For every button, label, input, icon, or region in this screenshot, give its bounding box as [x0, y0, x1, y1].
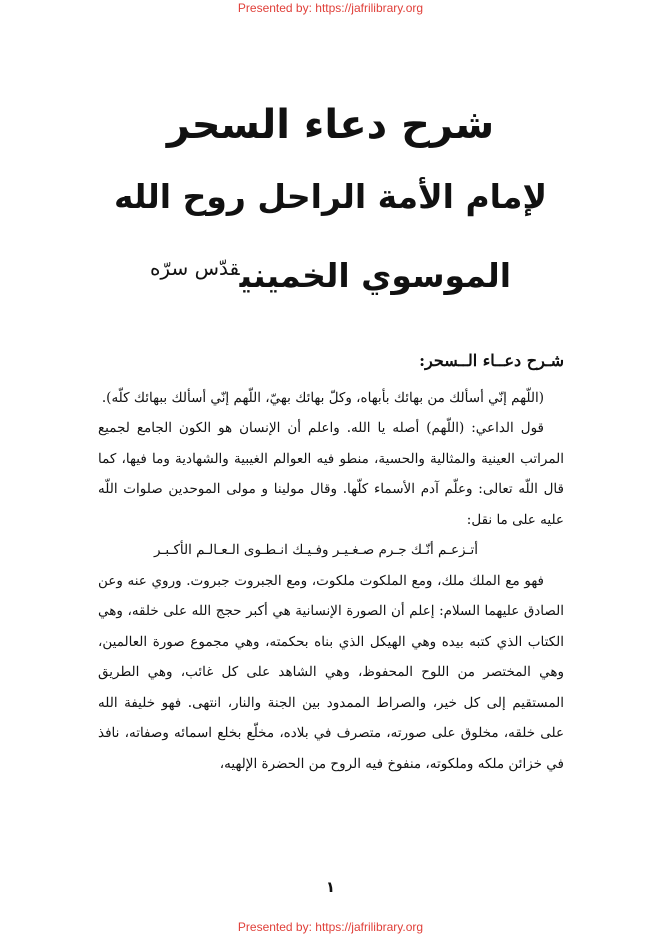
- page-number: ١: [325, 878, 336, 896]
- paragraph-1: قول الداعي: (اللّهم) أصله يا الله. واعلم أن الإنسان هو الكون الجامع لجميع المراتب العينية والمثالية والحسية، منطو فيه العوالم الغيبية والشهادية وما فيها، كما قال اللّه تعالى: وعلّم آدم الأسماء كلّها. وقال مولينا و مولى الموحدين صلوات اللّه عليه على ما نقل:: [98, 420, 564, 528]
- author-name: الموسوي الخميني: [239, 256, 512, 295]
- author-line-1: لإمام الأمة الراحل روح الله: [113, 177, 548, 216]
- body-text: [98, 346, 564, 779]
- watermark-bottom[interactable]: Presented by: https://jafrilibrary.org: [237, 920, 424, 934]
- paragraph-2: فهو مع الملك ملك، ومع الملكوت ملكوت، ومع الجبروت جبروت. وروي عنه وعن الصادق عليهما السلام: إعلم أن الصورة الإنسانية هي أكبر حجج الله على خلقه، وهي الكتاب الذي كتبه بيده وهي الهيكل الذي بناه بحكمته، وهي مجموع صورة العالمين، وهي المختصر من اللوح المحفوظ، وهي الشاهد على كل غائب، وهي الطريق المستقيم إلى كل خير، والصراط الممدود بين الجنة والنار، انتهى. فهو خليفة الله على خلقه، مخلوق على صورته، متصرف في بلاده، مخلّع بخلع اسمائه وصفاته، نافذ في خزائن ملكه وملكوته، منفوخ فيه الروح من الحضرة الإلهيه،: [98, 572, 564, 772]
- section-heading: شـرح دعــاء الــسحر:: [419, 351, 564, 370]
- honorific-mark: قدّس سرّه: [149, 256, 240, 280]
- invocation-text: (اللّهم إنّي أسألك من بهائك بأبهاه، وكلّ بهائك بهيّ، اللّهم إنّي أسألك ببهائك كلّه).: [101, 389, 544, 406]
- book-title: شرح دعاء السحر: [166, 102, 495, 148]
- poetry-verse: أتـزعـم أنّـك جـرم صـغـيـر وفـيـك انـطـوى الـعـالـم الأكـبـر: [154, 542, 478, 558]
- watermark-top[interactable]: Presented by: https://jafrilibrary.org: [237, 1, 424, 15]
- author-line-2: [0, 246, 661, 298]
